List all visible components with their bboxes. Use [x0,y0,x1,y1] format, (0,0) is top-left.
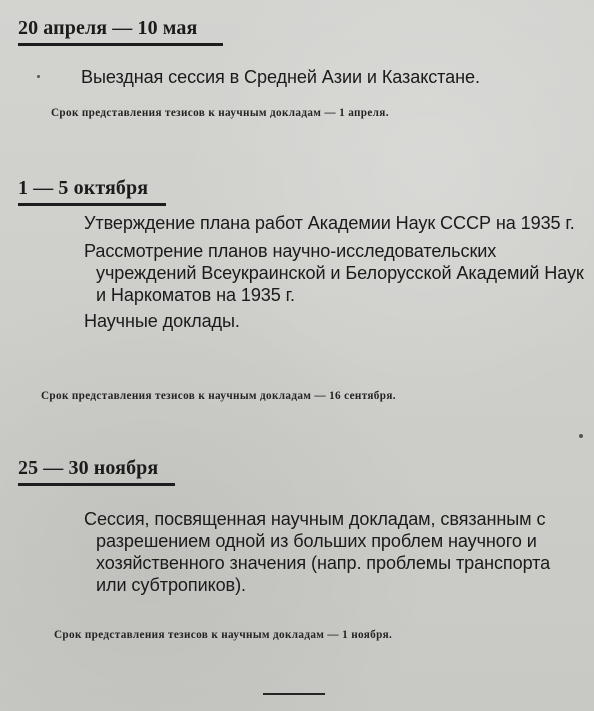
deadline-note: Срок представления тезисов к научным докладам — 16 сентября. [41,390,396,402]
section-october [18,177,584,402]
deadline-row [54,628,584,642]
deadline-note: Срок представления тезисов к научным докладам — 1 ноября. [54,629,393,641]
section-november [18,457,572,641]
print-speck [37,75,40,78]
agenda-item: Научные доклады. [84,311,240,331]
deadline-row [51,106,581,120]
agenda-item: Сессия, посвященная научным докладам, связанным с разрешением одной из больших проблем научного и хозяйственного значения (напр. проблемы транспорта или субтропиков). [84,509,551,595]
section-heading: 20 апреля — 10 мая [18,17,198,39]
section-body [84,508,584,596]
section-body [81,66,581,88]
print-speck [579,434,583,438]
deadline-row [41,389,586,403]
section-heading: 1 — 5 октября [18,177,149,199]
agenda-item: Рассмотрение планов научно-исследовательских учреждений Всеукраинской и Белорусской Академий Наук и Наркоматов на 1935 г. [84,241,584,305]
section-heading: 25 — 30 ноября [18,457,159,479]
agenda-item: Выездная сессия в Средней Азии и Казакстане. [81,67,480,87]
agenda-item: Утверждение плана работ Академии Наук СССР на 1935 г. [84,213,575,233]
section-divider [263,693,325,695]
deadline-note: Срок представления тезисов к научным докладам — 1 апреля. [51,107,389,119]
heading-underline [18,43,223,46]
heading-underline [18,203,166,206]
section-body [84,212,584,332]
heading-underline [18,483,175,486]
section-april-may [18,17,572,119]
